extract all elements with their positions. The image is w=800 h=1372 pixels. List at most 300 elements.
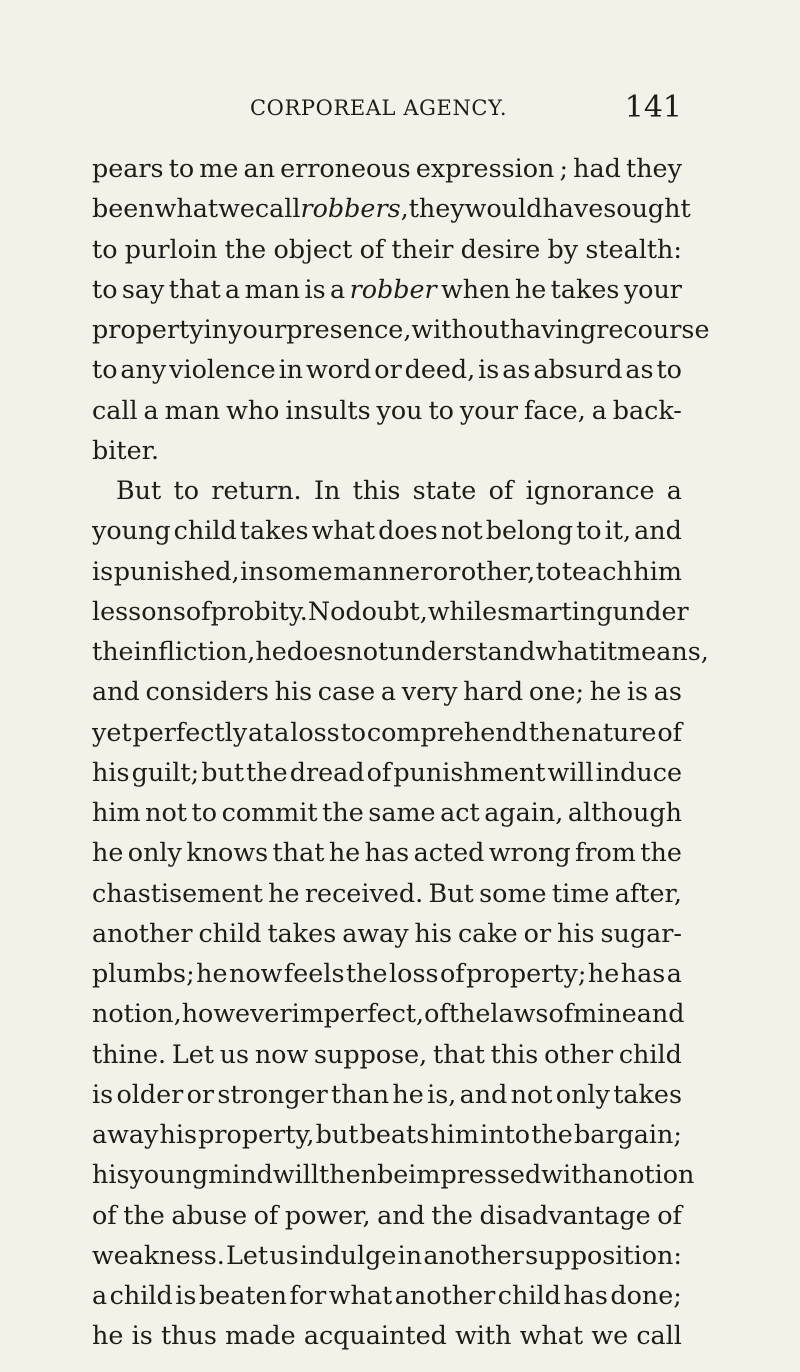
word: some	[265, 555, 333, 586]
word: they	[408, 193, 465, 224]
word: purloin	[124, 233, 218, 264]
word: an	[243, 153, 275, 183]
text-line	[92, 993, 685, 1033]
word: takes	[550, 273, 620, 304]
word: smarting	[497, 595, 613, 626]
word: to	[168, 153, 195, 183]
word: infliction,	[133, 636, 256, 666]
word: act	[440, 797, 480, 827]
word: imperfect,	[291, 998, 425, 1029]
text-line	[92, 390, 682, 430]
word: dread	[289, 756, 365, 787]
word: feels	[283, 958, 345, 988]
word: and	[634, 515, 682, 546]
word: power,	[284, 1199, 371, 1230]
word: of	[253, 1199, 279, 1230]
word: to	[191, 797, 218, 827]
word: to	[92, 233, 118, 264]
word: guilt;	[131, 756, 200, 787]
word: recourse	[596, 314, 710, 344]
word: or	[374, 354, 402, 385]
word: has	[364, 837, 410, 868]
word: to	[656, 354, 682, 385]
word: what	[311, 515, 376, 546]
word: this	[352, 475, 401, 505]
word: of	[185, 595, 211, 626]
word: In	[313, 475, 341, 505]
word: cake	[457, 917, 518, 948]
word: No	[307, 595, 346, 626]
word: Let	[171, 1038, 214, 1069]
word: he	[392, 1078, 424, 1109]
word: supposition:	[525, 1239, 682, 1270]
word: punished,	[113, 555, 240, 586]
word: of	[92, 1199, 117, 1230]
word: him	[430, 1119, 479, 1149]
word: suppose,	[313, 1038, 428, 1069]
word: a	[666, 958, 682, 988]
word: But	[116, 475, 162, 505]
word: young	[92, 515, 171, 546]
word: a	[591, 394, 607, 425]
word: he	[255, 636, 287, 666]
word: but	[201, 756, 245, 787]
word: child	[109, 1280, 173, 1310]
word: your	[228, 314, 287, 344]
word: of	[657, 716, 682, 747]
word: as	[502, 354, 531, 385]
word: his	[159, 1119, 198, 1149]
text-line	[92, 1154, 695, 1194]
word: the	[640, 837, 682, 868]
word: deed,	[404, 354, 476, 385]
word: is	[92, 1078, 114, 1109]
word: stealth:	[585, 233, 682, 264]
text-line	[92, 953, 682, 993]
word: the	[224, 233, 267, 264]
word: by	[547, 233, 579, 264]
word: and	[636, 998, 685, 1029]
word: have	[542, 193, 604, 224]
word: he	[92, 1320, 124, 1351]
word: ;	[559, 153, 569, 183]
word: he	[196, 958, 228, 988]
word: will	[272, 1159, 320, 1190]
word: young	[129, 1159, 209, 1190]
word: then	[319, 1159, 377, 1190]
word: another	[423, 1239, 524, 1270]
word: absurd	[533, 354, 623, 385]
word: of	[424, 998, 449, 1029]
text-line	[92, 1275, 682, 1315]
word: the	[345, 958, 388, 988]
word: bargain;	[573, 1119, 682, 1149]
word: of	[548, 998, 574, 1029]
word: Let	[226, 1239, 269, 1270]
word: is	[304, 273, 326, 304]
word: word	[305, 354, 372, 385]
word: when	[441, 273, 511, 304]
word: laws	[490, 998, 549, 1029]
word: understand	[388, 636, 536, 666]
text-line	[92, 349, 682, 389]
word: he	[268, 877, 300, 908]
word: induce	[595, 756, 682, 787]
word: had	[573, 153, 621, 183]
word: any	[120, 354, 167, 385]
word: call	[92, 394, 138, 425]
word: is	[131, 1320, 153, 1351]
word: a	[330, 273, 346, 304]
word: not	[510, 1078, 553, 1109]
word: child	[497, 1280, 561, 1310]
text-line	[92, 1315, 682, 1355]
word: sought	[603, 193, 691, 224]
word: a	[143, 394, 159, 425]
text-line	[92, 430, 682, 470]
word: us	[219, 1038, 250, 1069]
word: thine.	[92, 1038, 167, 1069]
text-line	[92, 631, 709, 671]
word: child	[198, 917, 262, 948]
word: after,	[614, 877, 682, 908]
word: mind	[208, 1159, 273, 1190]
word: same	[368, 797, 436, 827]
word: another	[92, 917, 193, 948]
word: away	[342, 917, 409, 948]
word: their	[391, 233, 454, 264]
word: doubt,	[345, 595, 428, 626]
word: comprehend	[366, 716, 528, 747]
word: again,	[484, 797, 564, 827]
word: your	[623, 273, 682, 304]
word: the	[431, 1199, 473, 1230]
word: perfectly	[132, 716, 248, 747]
word: than	[331, 1078, 390, 1109]
word: other,	[460, 555, 536, 586]
word: from	[574, 837, 636, 868]
word: although	[567, 797, 682, 827]
page-number: 141	[624, 90, 682, 125]
word: hard	[463, 676, 524, 707]
word: we	[218, 193, 255, 224]
word: return.	[211, 475, 302, 505]
word: of	[366, 756, 392, 787]
body-text	[92, 148, 710, 1356]
word: means,	[617, 636, 709, 666]
word: the	[531, 1119, 573, 1149]
text-line	[92, 309, 710, 349]
word: and	[459, 1078, 508, 1109]
word: that	[272, 837, 325, 868]
word: impressed	[408, 1159, 542, 1190]
word: what	[328, 1280, 393, 1310]
word: man	[244, 273, 301, 304]
word: not	[346, 636, 389, 666]
word: has	[563, 1280, 608, 1310]
word: belong	[485, 515, 574, 546]
word: what	[519, 1320, 584, 1351]
text-line	[92, 792, 682, 832]
text-line	[92, 591, 689, 631]
word: teach	[561, 555, 633, 586]
word: to	[576, 515, 602, 546]
word: be	[376, 1159, 409, 1190]
word: child	[173, 515, 237, 546]
word: back-	[612, 394, 682, 425]
text-line	[92, 148, 682, 188]
word: done;	[610, 1280, 682, 1310]
word: robbers,	[300, 193, 409, 224]
word: acquainted	[303, 1320, 447, 1351]
word: him	[633, 555, 682, 586]
word: manner	[333, 555, 433, 586]
word: erroneous	[280, 153, 411, 183]
word: he	[589, 676, 622, 707]
word: property,	[198, 1119, 315, 1149]
word: notion	[612, 1159, 695, 1190]
word: knows	[186, 837, 269, 868]
word: of	[359, 233, 385, 264]
word: or	[186, 1078, 215, 1109]
word: beats	[359, 1119, 430, 1149]
word: But	[428, 877, 474, 908]
word: other	[544, 1038, 614, 1069]
word: in	[278, 354, 304, 385]
word: what	[154, 193, 219, 224]
word: call	[636, 1320, 682, 1351]
word: man	[164, 394, 221, 425]
text-line	[92, 1114, 682, 1154]
word: lessons	[92, 595, 186, 626]
word: he	[514, 273, 547, 304]
word: disadvantage	[479, 1199, 651, 1230]
word: without	[411, 314, 510, 344]
word: face,	[523, 394, 586, 425]
word: of	[440, 958, 465, 988]
word: takes	[267, 917, 337, 948]
word: say	[121, 273, 165, 304]
word: in	[397, 1239, 423, 1270]
word: does	[286, 636, 347, 666]
word: in	[240, 555, 265, 586]
word: indulge	[299, 1239, 397, 1270]
word: case	[317, 676, 376, 707]
word: is	[626, 676, 649, 707]
word: who	[226, 394, 280, 425]
word: the	[528, 716, 571, 747]
word: me	[199, 153, 239, 183]
word: now	[254, 1038, 309, 1069]
word: yet	[92, 716, 132, 747]
word: and	[377, 1199, 425, 1230]
word: that	[168, 273, 221, 304]
word: his	[414, 917, 452, 948]
word: a	[274, 716, 290, 747]
word: only	[127, 837, 182, 868]
text-line	[92, 752, 682, 792]
text-line	[92, 712, 682, 752]
word: not	[145, 797, 187, 827]
word: sugar-	[600, 917, 682, 948]
word: takes	[613, 1078, 682, 1109]
word: a	[225, 273, 241, 304]
word: to	[92, 354, 118, 385]
word: at	[248, 716, 274, 747]
word: that	[432, 1038, 485, 1069]
word: having	[509, 314, 597, 344]
word: wrong	[488, 837, 571, 868]
word: what	[535, 636, 599, 666]
word: chastisement	[92, 877, 263, 908]
word: expression	[415, 153, 555, 183]
word: this	[490, 1038, 539, 1069]
word: he	[92, 837, 124, 868]
word: or	[432, 555, 461, 586]
word: to	[92, 273, 118, 304]
word: considers	[145, 676, 269, 707]
word: is	[175, 1280, 197, 1310]
word: but	[315, 1119, 359, 1149]
word: biter.	[92, 434, 160, 465]
word: robber	[349, 273, 437, 304]
word: made	[225, 1320, 296, 1351]
word: to	[428, 394, 454, 425]
word: with	[455, 1320, 512, 1351]
text-line	[92, 551, 682, 591]
word: however	[181, 998, 292, 1029]
word: into	[480, 1119, 531, 1149]
word: probity.	[210, 595, 308, 626]
word: only	[555, 1078, 610, 1109]
word: punishment	[393, 756, 546, 787]
word: ignorance	[525, 475, 655, 505]
word: very	[401, 676, 458, 707]
text-line	[92, 188, 691, 228]
word: property	[92, 314, 204, 344]
running-head	[92, 88, 682, 128]
word: loss	[389, 958, 439, 988]
word: as	[653, 676, 682, 707]
word: does	[378, 515, 438, 546]
word: for	[289, 1280, 327, 1310]
text-line	[92, 510, 682, 550]
word: call	[254, 193, 301, 224]
word: commit	[221, 797, 318, 827]
word: your	[459, 394, 518, 425]
word: violence	[169, 354, 276, 385]
word: to	[535, 555, 562, 586]
word: as	[625, 354, 654, 385]
word: is	[478, 354, 500, 385]
running-title: CORPOREAL AGENCY.	[250, 96, 508, 120]
word: has	[620, 958, 666, 988]
word: not	[440, 515, 483, 546]
word: weakness.	[92, 1239, 225, 1270]
word: desire	[460, 233, 541, 264]
word: beaten	[198, 1280, 287, 1310]
word: a	[666, 475, 682, 505]
word: he	[587, 958, 620, 988]
word: to	[340, 716, 367, 747]
text-line	[92, 671, 682, 711]
word: nature	[571, 716, 657, 747]
word: plumbs;	[92, 958, 195, 988]
word: object	[273, 233, 353, 264]
word: of	[488, 475, 514, 505]
word: a	[92, 1280, 108, 1310]
word: under	[612, 595, 689, 626]
word: one;	[528, 676, 585, 707]
word: stronger	[217, 1078, 328, 1109]
word: loss	[290, 716, 340, 747]
word: will	[547, 756, 594, 787]
word: is	[92, 555, 114, 586]
word: it	[598, 636, 618, 666]
word: thus	[160, 1320, 217, 1351]
word: the	[123, 1199, 165, 1230]
text-line	[92, 913, 682, 953]
word: the	[246, 756, 288, 787]
word: away	[92, 1119, 159, 1149]
word: they	[626, 153, 682, 183]
word: while	[427, 595, 498, 626]
word: it,	[604, 515, 632, 546]
word: and	[92, 676, 140, 707]
word: him	[92, 797, 141, 827]
text-line	[92, 1074, 682, 1114]
word: you	[376, 394, 423, 425]
word: acted	[413, 837, 485, 868]
text-line	[92, 269, 682, 309]
word: with	[541, 1159, 598, 1190]
word: older	[116, 1078, 184, 1109]
word: his	[92, 756, 130, 787]
word: received.	[304, 877, 424, 908]
word: now	[229, 958, 283, 988]
word: property;	[466, 958, 587, 988]
word: mine	[573, 998, 637, 1029]
word: us	[269, 1239, 299, 1270]
word: we	[591, 1320, 629, 1351]
word: of	[657, 1199, 682, 1230]
word: child	[618, 1038, 682, 1069]
word: time	[551, 877, 610, 908]
word: another	[394, 1280, 496, 1310]
word: abuse	[171, 1199, 248, 1230]
word: his	[274, 676, 313, 707]
text-line	[92, 229, 682, 269]
word: notion,	[92, 998, 182, 1029]
word: in	[203, 314, 229, 344]
word: insults	[285, 394, 371, 425]
text-line	[92, 832, 682, 872]
word: presence,	[286, 314, 412, 344]
word: would	[464, 193, 543, 224]
word: his	[557, 917, 595, 948]
word: he	[328, 837, 361, 868]
word: takes	[239, 515, 309, 546]
text-line	[92, 1235, 682, 1275]
word: a	[597, 1159, 613, 1190]
word: to	[173, 475, 200, 505]
text-line	[92, 470, 682, 510]
text-line	[92, 1195, 682, 1235]
text-line	[92, 1034, 682, 1074]
word: the	[322, 797, 364, 827]
word: a	[380, 676, 397, 707]
word: or	[523, 917, 552, 948]
